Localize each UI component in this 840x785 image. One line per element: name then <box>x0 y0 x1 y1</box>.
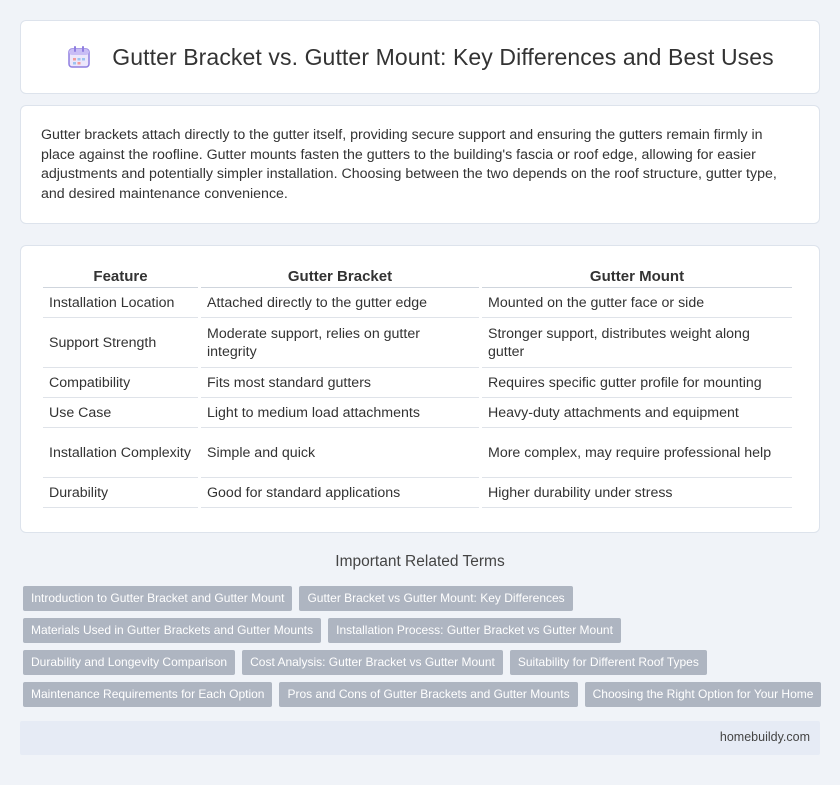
related-term-tag[interactable]: Materials Used in Gutter Brackets and Gutter Mounts <box>23 618 321 643</box>
related-term-tag[interactable]: Suitability for Different Roof Types <box>510 650 707 675</box>
footer <box>20 721 820 755</box>
table-cell: More complex, may require professional help <box>482 428 792 478</box>
tag-row <box>23 650 823 676</box>
table-cell: Support Strength <box>43 318 198 368</box>
table-header: Gutter Mount <box>482 266 792 288</box>
table-cell: Compatibility <box>43 368 198 398</box>
table-cell: Use Case <box>43 398 198 428</box>
related-term-tag[interactable]: Maintenance Requirements for Each Option <box>23 682 272 707</box>
related-term-tag[interactable]: Pros and Cons of Gutter Brackets and Gutter Mounts <box>279 682 577 707</box>
table-cell: Higher durability under stress <box>482 478 792 508</box>
table-cell: Installation Complexity <box>43 428 198 478</box>
page-title: Gutter Bracket vs. Gutter Mount: Key Differences and Best Uses <box>112 43 774 70</box>
related-term-tag[interactable]: Durability and Longevity Comparison <box>23 650 235 675</box>
related-term-tag[interactable]: Cost Analysis: Gutter Bracket vs Gutter Mount <box>242 650 503 675</box>
table-header: Gutter Bracket <box>201 266 479 288</box>
table-cell: Stronger support, distributes weight along gutter <box>482 318 792 368</box>
intro-text: Gutter brackets attach directly to the gutter itself, providing secure support and ensuring the gutters remain firmly in place against the roofline. Gutter mounts fasten the gutters to the building's fascia or roof edge, allowing for easier adjustments and potentially simpler installation. Choosing between the two depends on the roof structure, gutter type, and desired maintenance convenience. <box>41 127 777 202</box>
table-header-row <box>43 266 792 288</box>
table-cell: Installation Location <box>43 288 198 318</box>
intro-card <box>20 105 820 224</box>
header-card <box>20 20 820 94</box>
related-term-tag[interactable]: Choosing the Right Option for Your Home <box>585 682 822 707</box>
table-row <box>43 428 792 478</box>
table-row <box>43 368 792 398</box>
related-terms-list <box>23 586 823 714</box>
comparison-table <box>40 266 795 508</box>
tag-row <box>23 682 823 708</box>
table-row <box>43 478 792 508</box>
related-term-tag[interactable]: Gutter Bracket vs Gutter Mount: Key Differences <box>299 586 572 611</box>
tag-row <box>23 618 823 644</box>
table-cell: Light to medium load attachments <box>201 398 479 428</box>
table-row <box>43 288 792 318</box>
table-cell: Fits most standard gutters <box>201 368 479 398</box>
table-row <box>43 398 792 428</box>
footer-site-link[interactable]: homebuildy.com <box>719 730 810 744</box>
table-cell: Attached directly to the gutter edge <box>201 288 479 318</box>
related-term-tag[interactable]: Introduction to Gutter Bracket and Gutter Mount <box>23 586 292 611</box>
comparison-card <box>20 245 820 533</box>
table-cell: Simple and quick <box>201 428 479 478</box>
related-terms-title: Important Related Terms <box>335 553 505 570</box>
table-cell: Durability <box>43 478 198 508</box>
table-cell: Moderate support, relies on gutter integrity <box>201 318 479 368</box>
table-row <box>43 318 792 368</box>
table-cell: Good for standard applications <box>201 478 479 508</box>
calendar-icon <box>66 44 92 70</box>
table-cell: Requires specific gutter profile for mounting <box>482 368 792 398</box>
table-header: Feature <box>43 266 198 288</box>
table-cell: Heavy-duty attachments and equipment <box>482 398 792 428</box>
tag-row <box>23 586 823 612</box>
table-cell: Mounted on the gutter face or side <box>482 288 792 318</box>
related-term-tag[interactable]: Installation Process: Gutter Bracket vs Gutter Mount <box>328 618 621 643</box>
